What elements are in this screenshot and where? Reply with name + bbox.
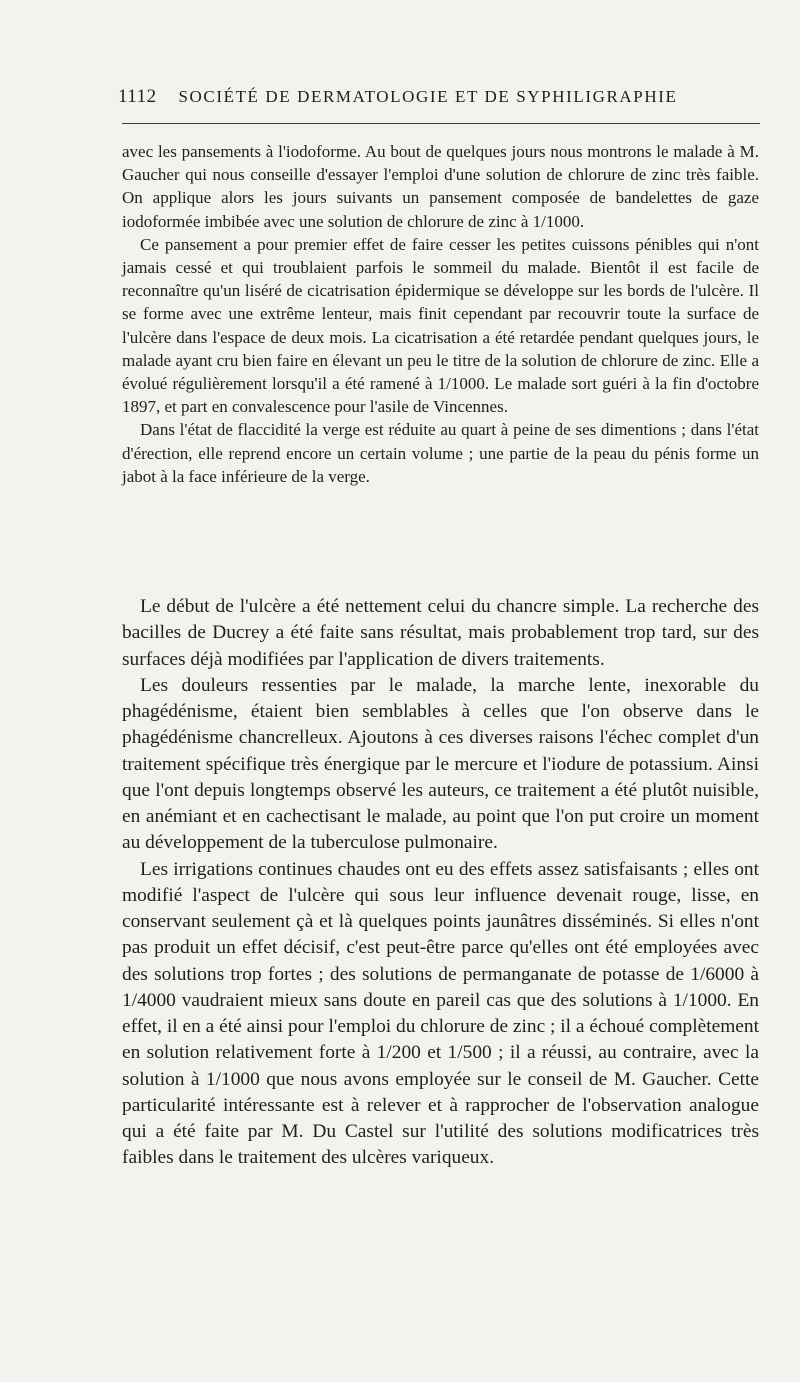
paragraph: Dans l'état de flaccidité la verge est réduite au quart à peine de ses dimentions ; dans l'état d'érection, elle reprend encore un certain volume ; une partie de la peau du pénis forme un jabot à la face inférieure de la verge. xyxy=(122,420,759,486)
page-number: 1112 xyxy=(118,86,157,107)
discussion-section xyxy=(122,594,759,1172)
running-title: SOCIÉTÉ DE DERMATOLOGIE ET DE SYPHILIGRAPHIE xyxy=(178,87,678,106)
paragraph: Ce pansement a pour premier effet de faire cesser les petites cuissons pénibles qui n'ont jamais cessé et qui troublaient parfois le sommeil du malade. Bientôt il est facile de reconnaître qu'un liséré de cicatrisation épidermique se développe sur les bords de l'ulcère. Il se forme avec une extrême lenteur, mais finit cependant par recouvrir toute la surface de l'ulcère dans l'espace de deux mois. La cicatrisation a été retardée pendant quelques jours, le malade ayant cru bien faire en élevant un peu le titre de la solution de chlorure de zinc. Elle a évolué régulièrement lorsqu'il a été ramené à 1/1000. Le malade sort guéri à la fin d'octobre 1897, et part en convalescence pour l'asile de Vincennes. xyxy=(122,234,759,417)
paragraph: Le début de l'ulcère a été nettement celui du chancre simple. La recherche des bacilles de Ducrey a été faite sans résultat, mais probablement trop tard, sur des surfaces déjà modifiées par l'application de divers traitements. xyxy=(122,596,759,670)
small-print-section xyxy=(122,140,759,488)
page-header xyxy=(118,86,758,116)
paragraph: Les irrigations continues chaudes ont eu des effets assez satisfaisants ; elles ont modifié l'aspect de l'ulcère qui sous leur influence devenait rouge, lisse, en conservant seulement çà et là quelques points jaunâtres disséminés. Si elles n'ont pas produit un effet décisif, c'est peut-être parce qu'elles ont été employées avec des solutions trop fortes ; des solutions de permanganate de potasse de 1/6000 à 1/4000 vaudraient mieux sans doute en pareil cas que des solutions à 1/1000. En effet, il en a été ainsi pour l'emploi du chlorure de zinc ; il a échoué complètement en solution relativement forte à 1/200 et 1/500 ; il a réussi, au contraire, avec la solution à 1/1000 que nous avons employée sur le conseil de M. Gaucher. Cette particularité intéressante est à relever et à rapprocher de l'observation analogue qui a été faite par M. Du Castel sur l'utilité des solutions modificatrices très faibles dans le traitement des ulcères variqueux. xyxy=(122,858,759,1169)
paragraph: Les douleurs ressenties par le malade, la marche lente, inexorable du phagédénisme, étaient bien semblables à celles que l'on observe dans le phagédénisme chancrelleux. Ajoutons à ces diverses raisons l'échec complet d'un traitement spécifique très énergique par le mercure et l'iodure de potassium. Ainsi que l'ont depuis longtemps observé les auteurs, ce traitement a été plutôt nuisible, en anémiant et en cachectisant le malade, au point que l'on put croire un moment au développement de la tuberculose pulmonaire. xyxy=(122,674,759,854)
header-rule xyxy=(122,123,760,124)
paragraph: avec les pansements à l'iodoforme. Au bout de quelques jours nous montrons le malade à M. Gaucher qui nous conseille d'essayer l'emploi d'une solution de chlorure de zinc très faible. On applique alors les jours suivants un pansement composée de bandelettes de gaze iodoformée imbibée avec une solution de chlorure de zinc à 1/1000. xyxy=(122,142,759,231)
